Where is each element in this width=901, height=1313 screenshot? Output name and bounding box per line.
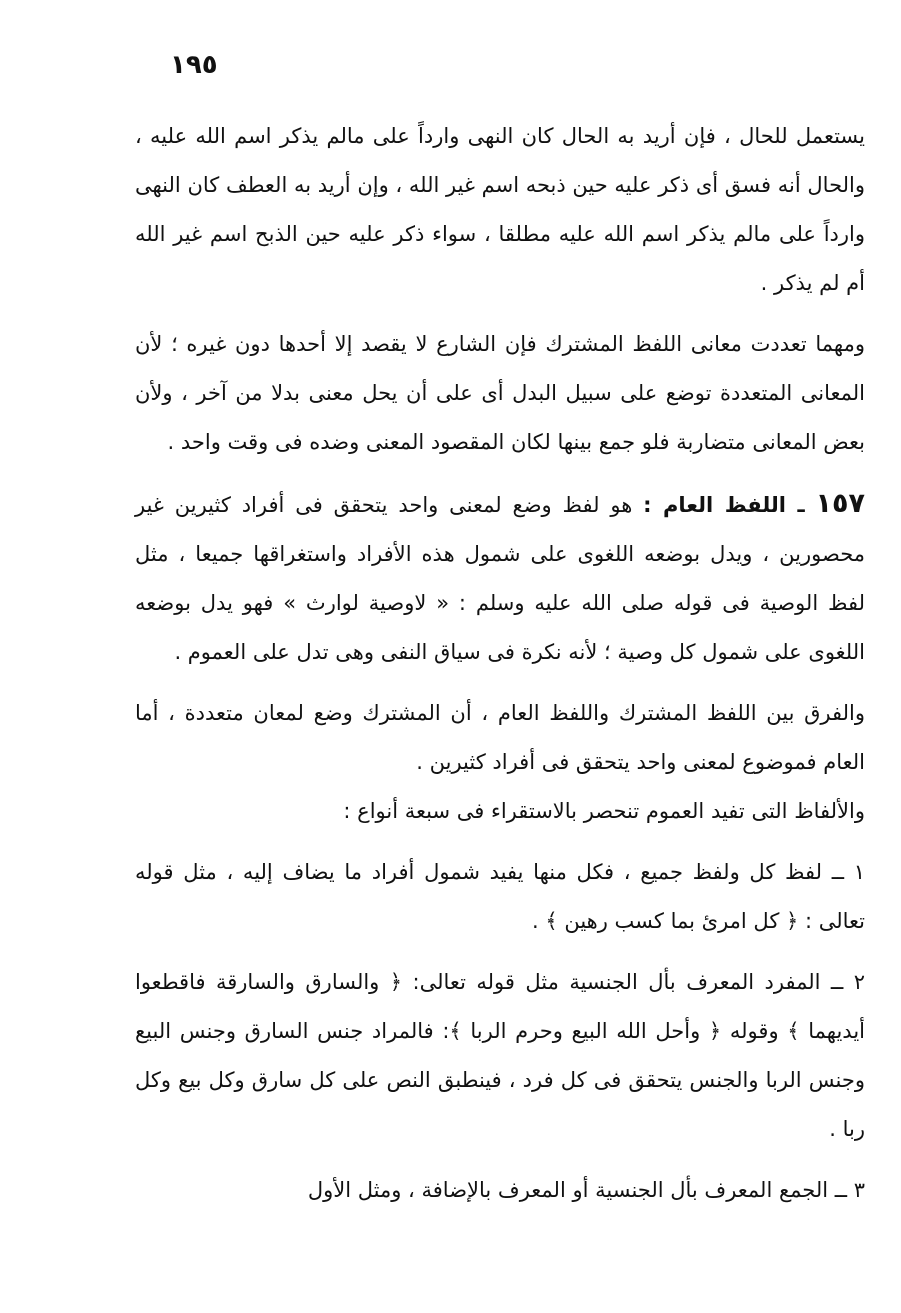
section-title: ـ اللفظ العام : (643, 493, 805, 517)
section-number: ١٥٧ (815, 488, 865, 519)
section-text: هو لفظ وضع لمعنى واحد يتحقق فى أفراد كثيرين غير محصورين ، ويدل بوضعه اللغوى على شمول هذه الأفراد واستغراقها جميعا ، مثل لفظ الوصية فى قوله صلى الله عليه وسلم : « لاوصية لوارث » فهو يدل بوضعه اللغوى على شمول كل وصية ؛ لأنه نكرة فى سياق النفى وهى تدل على العموم . (135, 493, 865, 664)
paragraph-1: يستعمل للحال ، فإن أريد به الحال كان النهى وارداً على مالم يذكر اسم الله عليه ، والحال أنه فسق أى ذكر عليه حين ذبحه اسم غير الله ، وإن أريد به العطف كان النهى وارداً على مالم يذكر اسم الله عليه مطلقا ، سواء ذكر عليه حين الذبح اسم غير الله أم لم يذكر . (135, 124, 865, 295)
list-item-1: ١ ــ لفظ كل ولفظ جميع ، فكل منها يفيد شمول أفراد ما يضاف إليه ، مثل قوله تعالى : ﴿ كل امرئ بما كسب رهين ﴾ . (135, 860, 865, 933)
list-item-2: ٢ ــ المفرد المعرف بأل الجنسية مثل قوله تعالى: ﴿ والسارق والسارقة فاقطعوا أيديهما ﴾ وقوله ﴿ وأحل الله البيع وحرم الربا ﴾: فالمراد جنس السارق وجنس البيع وجنس الربا والجنس يتحقق فى كل فرد ، فينطبق النص على كل سارق وكل بيع وكل ربا . (135, 970, 865, 1141)
paragraph-types-intro: والألفاظ التى تفيد العموم تنحصر بالاستقراء فى سبعة أنواع : (343, 799, 865, 823)
list-item-3: ٣ ــ الجمع المعرف بأل الجنسية أو المعرف بالإضافة ، ومثل الأول (307, 1178, 865, 1202)
page-number: ١٩٥ (170, 50, 218, 80)
body-text (135, 112, 865, 1227)
paragraph-difference: والفرق بين اللفظ المشترك واللفظ العام ، أن المشترك وضع لمعان متعددة ، أما العام فموضوع لمعنى واحد يتحقق فى أفراد كثيرين . (135, 701, 865, 774)
section-157 (135, 479, 865, 677)
paragraph-2: ومهما تعددت معانى اللفظ المشترك فإن الشارع لا يقصد إلا أحدها دون غيره ؛ لأن المعانى المتعددة توضع على سبيل البدل أى على أن يحل معنى بدلا من آخر ، ولأن بعض المعانى متضاربة فلو جمع بينها لكان المقصود المعنى وضده فى وقت واحد . (135, 332, 865, 454)
